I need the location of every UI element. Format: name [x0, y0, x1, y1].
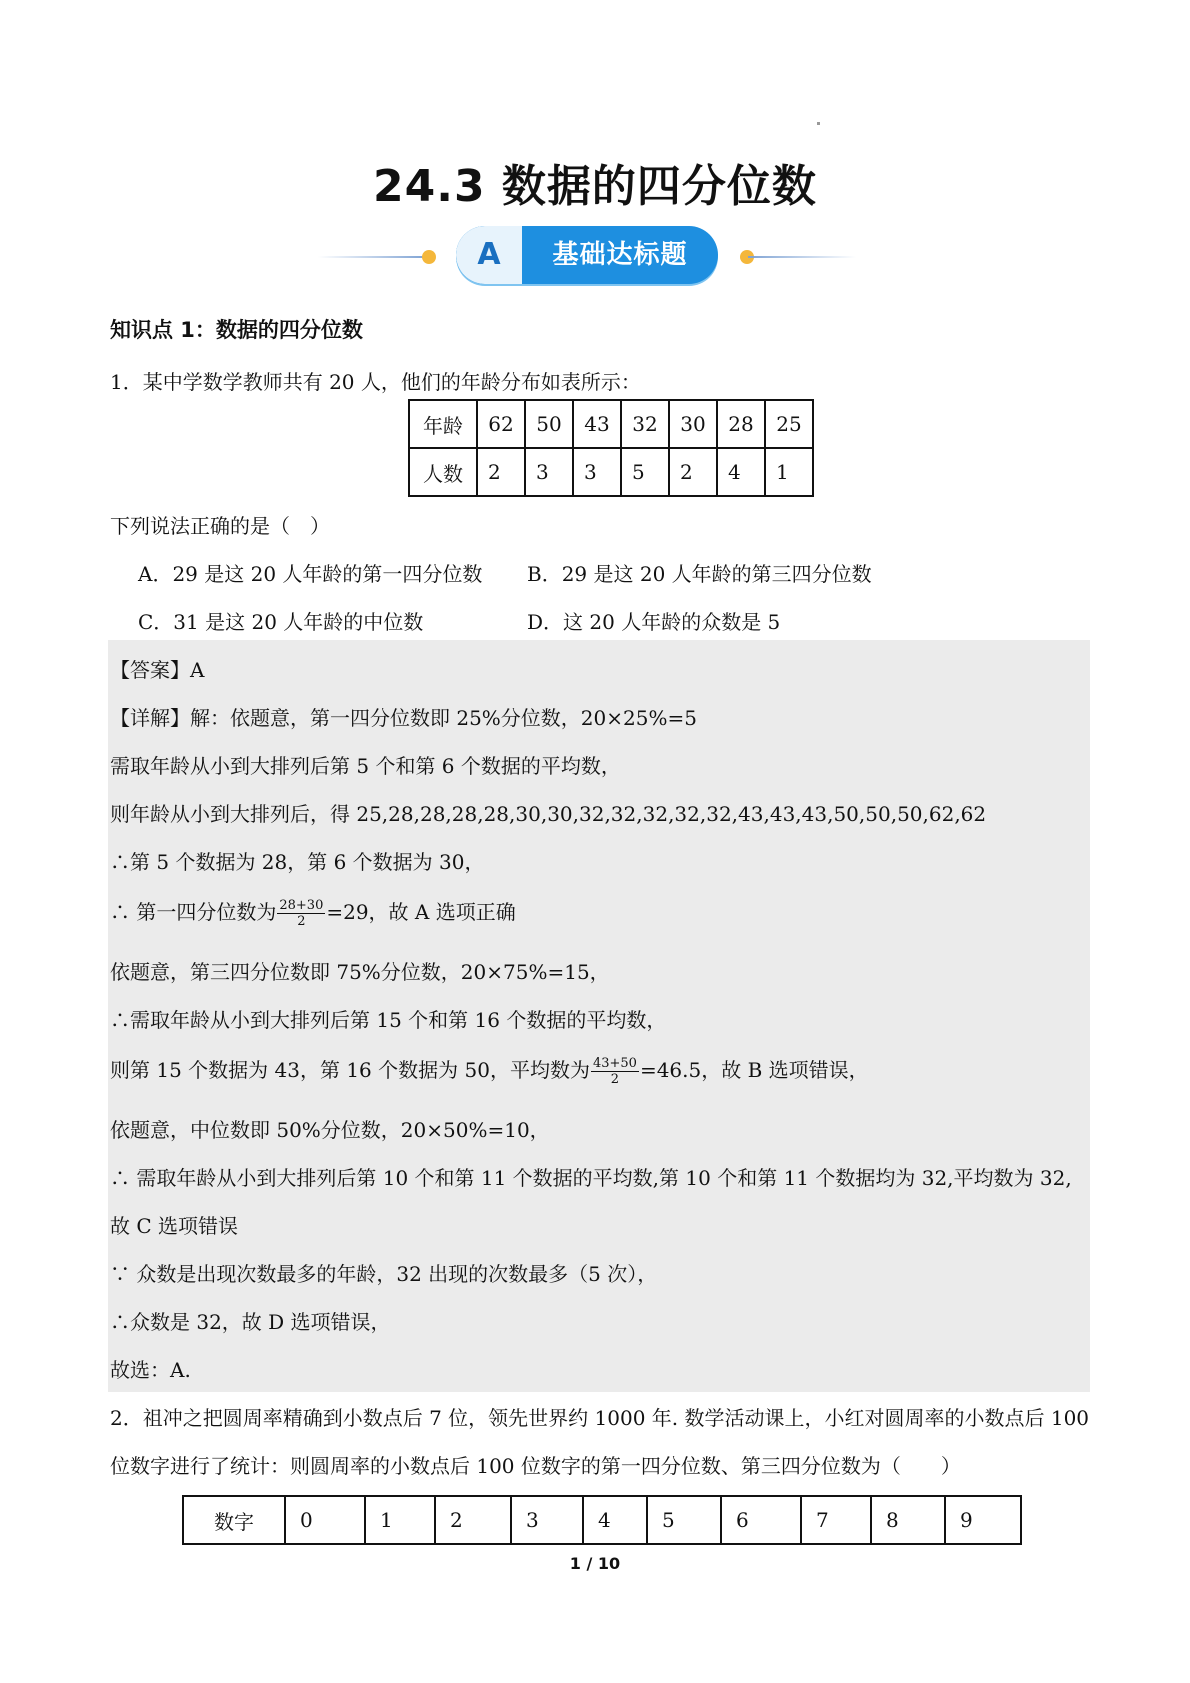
table-cell: 2 [477, 448, 525, 496]
q1-stem: 1．某中学数学教师共有 20 人，他们的年龄分布如表所示： [110, 370, 641, 394]
detail-line: 则年龄从小到大排列后，得 25,28,28,28,28,30,30,32,32,32,32,32,43,43,43,50,50,50,62,62 [110, 802, 987, 826]
page-title: 24.3 数据的四分位数 [373, 161, 817, 212]
frac-pre: ∴ 第一四分位数为 [110, 900, 277, 924]
table-cell: 8 [871, 1496, 945, 1544]
table-cell: 5 [647, 1496, 721, 1544]
table-cell: 25 [765, 400, 813, 448]
detail-line: 依题意，中位数即 50%分位数，20×50%=10， [110, 1118, 550, 1142]
fraction-numerator: 43+50 [592, 1056, 637, 1071]
table-cell: 3 [525, 448, 573, 496]
q2-digit-table [182, 1495, 1022, 1545]
table-cell: 7 [801, 1496, 871, 1544]
section-heading: 知识点 1：数据的四分位数 [110, 318, 363, 342]
detail-line: 需取年龄从小到大排列后第 5 个和第 6 个数据的平均数， [110, 754, 621, 778]
table-cell: 2 [435, 1496, 511, 1544]
detail-line: ∴ 需取年龄从小到大排列后第 10 个和第 11 个数据的平均数,第 10 个和第 11 个数据均为 32,平均数为 32, [110, 1166, 1072, 1190]
table-cell: 4 [583, 1496, 647, 1544]
detail-line: 故 C 选项错误 [110, 1214, 239, 1238]
table-cell: 4 [717, 448, 765, 496]
table-cell: 1 [365, 1496, 435, 1544]
answer-line: 【答案】A [110, 658, 205, 682]
fraction [591, 1056, 639, 1087]
detail-line: ∴众数是 32，故 D 选项错误， [110, 1310, 391, 1334]
detail-line: 【详解】解：依题意，第一四分位数即 25%分位数，20×25%=5 [110, 706, 697, 730]
detail-line: ∴第 5 个数据为 28，第 6 个数据为 30， [110, 850, 485, 874]
q1-age-table [408, 399, 814, 497]
detail-fraction-line [110, 896, 516, 929]
table-row [409, 400, 813, 448]
table-cell: 1 [765, 448, 813, 496]
q1-prompt: 下列说法正确的是（ ） [110, 514, 330, 538]
banner-letter: A [456, 226, 522, 284]
table-header-cell: 年龄 [409, 400, 477, 448]
table-cell: 6 [721, 1496, 801, 1544]
detail-line: ∵ 众数是出现次数最多的年龄，32 出现的次数最多（5 次）， [110, 1262, 658, 1286]
table-cell: 43 [573, 400, 621, 448]
table-cell: 3 [573, 448, 621, 496]
banner-line-right [748, 256, 856, 258]
table-row [183, 1496, 1021, 1544]
table-cell: 5 [621, 448, 669, 496]
speck [817, 122, 820, 125]
detail-line: 故选：A. [110, 1358, 191, 1382]
table-cell: 3 [511, 1496, 583, 1544]
table-cell: 32 [621, 400, 669, 448]
detail-line: 依题意，第三四分位数即 75%分位数，20×75%=15， [110, 960, 610, 984]
banner-line-left [318, 256, 426, 258]
table-cell: 2 [669, 448, 717, 496]
q2-stem-line1: 2．祖冲之把圆周率精确到小数点后 7 位，领先世界约 1000 年. 数学活动课上，小红对圆周率的小数点后 100 [110, 1406, 1090, 1430]
banner-dot-left [422, 250, 436, 264]
q2-stem-line2: 位数字进行了统计：则圆周率的小数点后 100 位数字的第一四分位数、第三四分位数为（ ） [110, 1454, 961, 1478]
q1-option-a: A．29 是这 20 人年龄的第一四分位数 [138, 562, 483, 586]
table-header-cell: 数字 [183, 1496, 285, 1544]
banner-text: 基础达标题 [552, 240, 688, 270]
table-header-cell: 人数 [409, 448, 477, 496]
frac-post: =46.5，故 B 选项错误， [639, 1058, 869, 1082]
table-cell: 0 [285, 1496, 365, 1544]
fraction-denominator: 2 [610, 1072, 620, 1087]
q1-option-c: C．31 是这 20 人年龄的中位数 [138, 610, 424, 634]
section-banner [0, 226, 1190, 286]
detail-fraction-line [110, 1054, 869, 1087]
table-cell: 62 [477, 400, 525, 448]
table-cell: 9 [945, 1496, 1021, 1544]
table-cell: 28 [717, 400, 765, 448]
detail-line: ∴需取年龄从小到大排列后第 15 个和第 16 个数据的平均数， [110, 1008, 667, 1032]
table-row [409, 448, 813, 496]
q1-option-b: B．29 是这 20 人年龄的第三四分位数 [527, 562, 872, 586]
fraction-numerator: 28+30 [279, 898, 324, 913]
frac-post: =29，故 A 选项正确 [326, 900, 516, 924]
page-number: 1 / 10 [569, 1554, 621, 1573]
banner-badge [456, 226, 718, 284]
frac-pre: 则第 15 个数据为 43，第 16 个数据为 50，平均数为 [110, 1058, 590, 1082]
q1-option-d: D．这 20 人年龄的众数是 5 [527, 610, 781, 634]
table-cell: 50 [525, 400, 573, 448]
fraction [277, 898, 325, 929]
table-cell: 30 [669, 400, 717, 448]
fraction-denominator: 2 [297, 914, 306, 929]
